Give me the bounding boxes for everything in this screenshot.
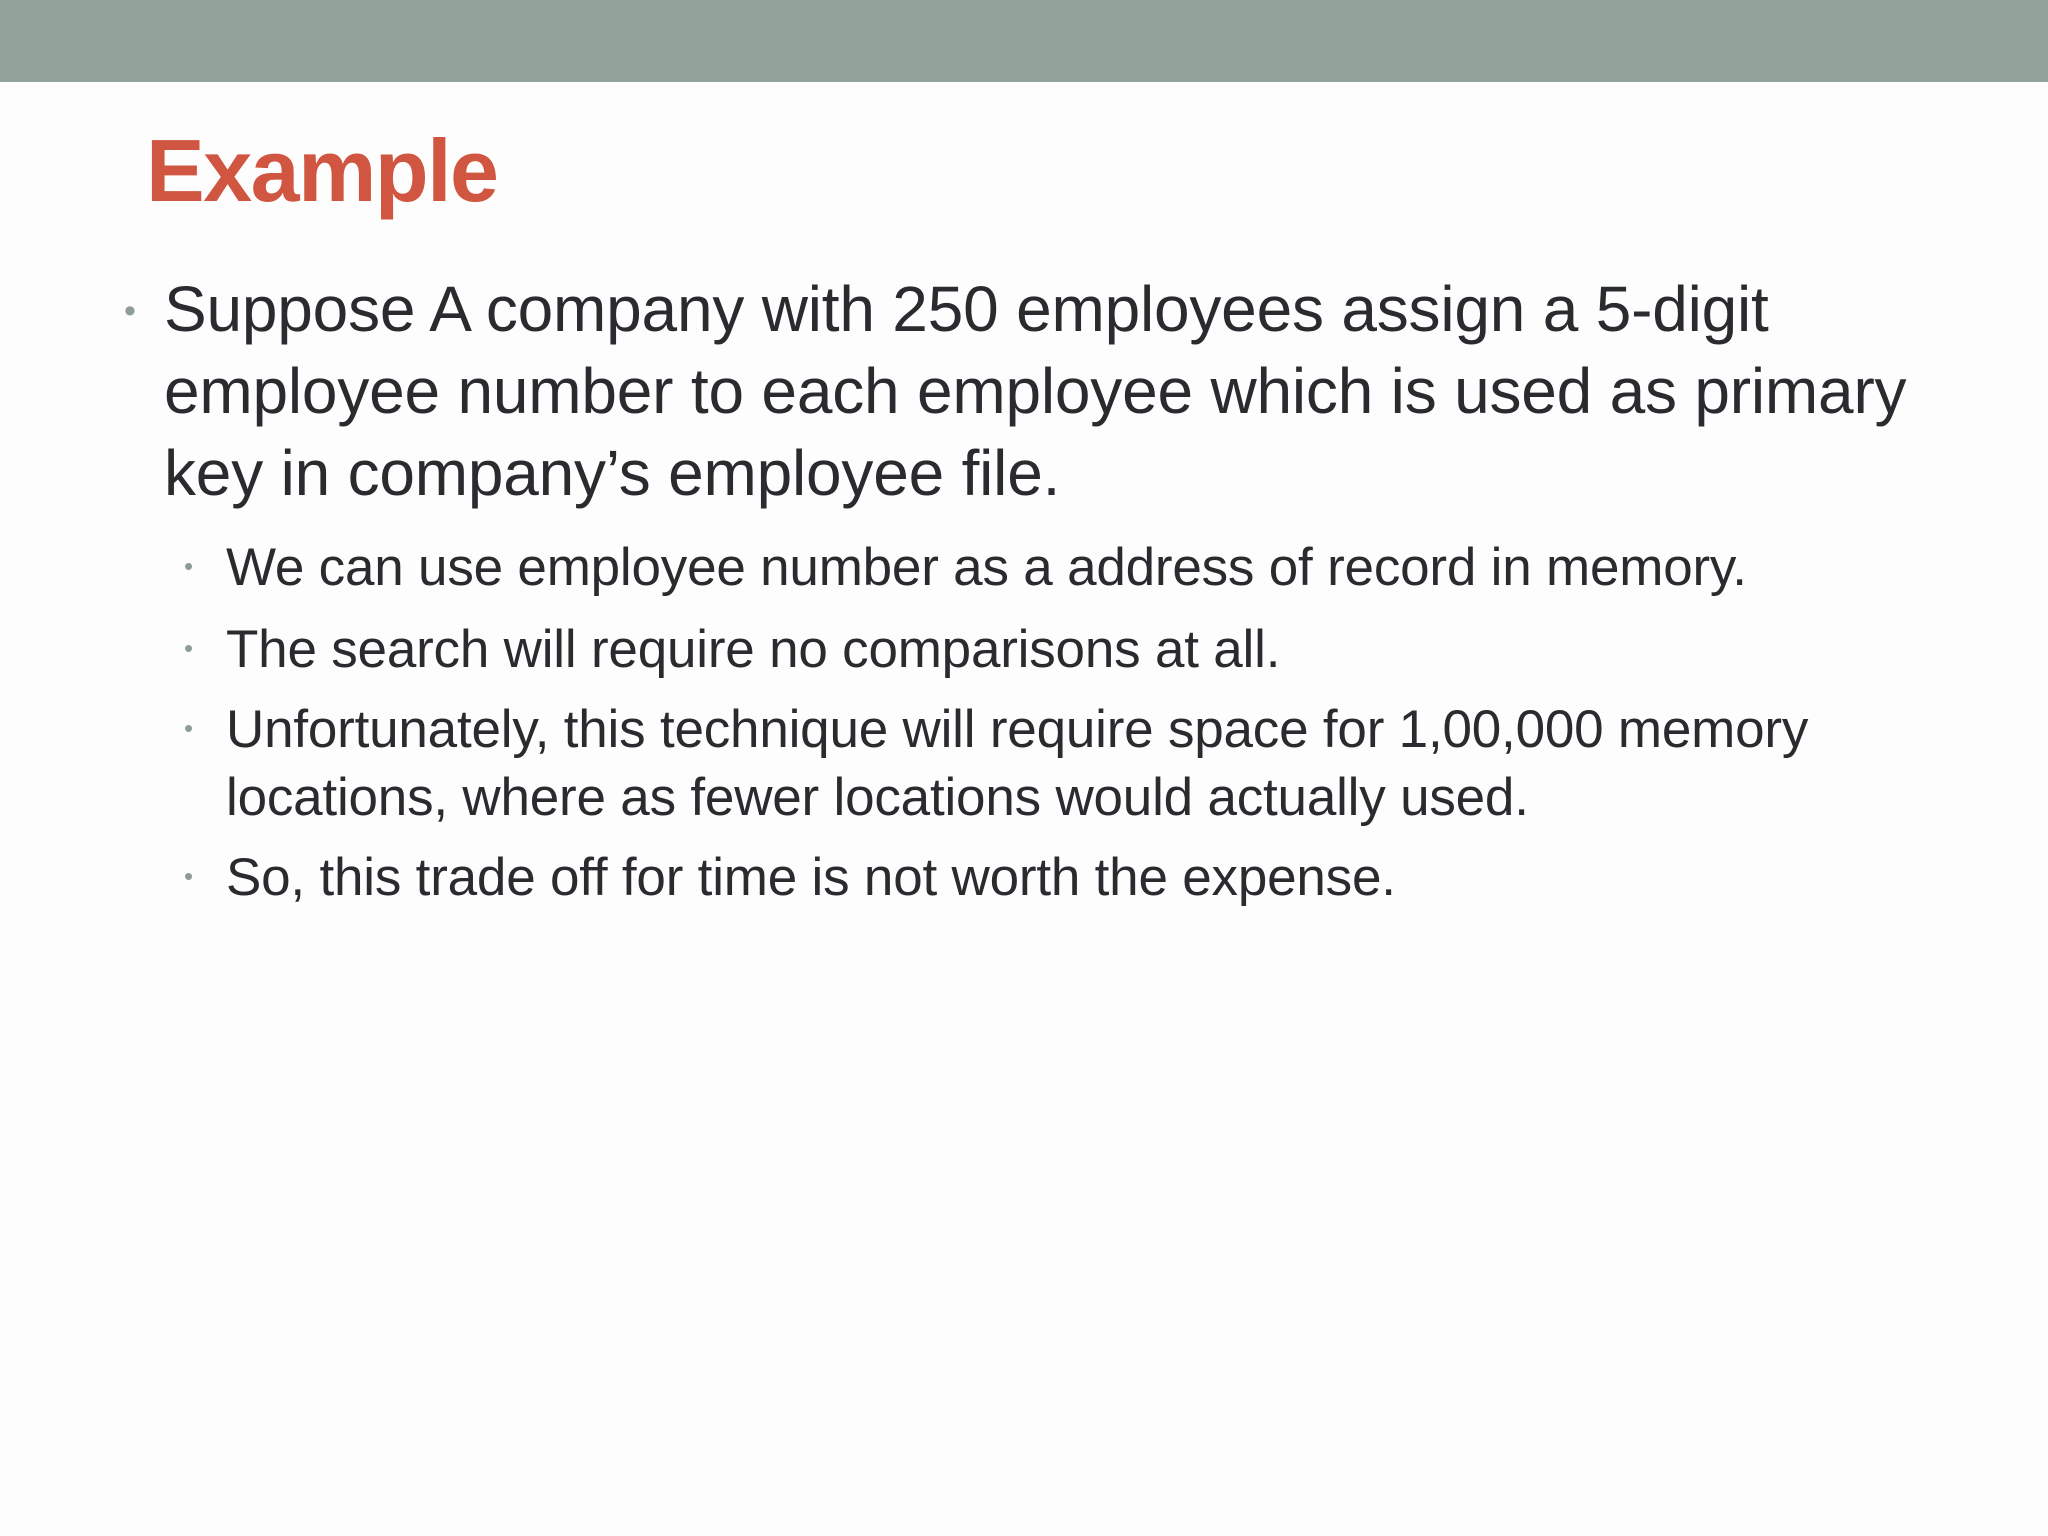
sub-bullet-text: We can use employee number as a address of record in memory. — [226, 538, 1747, 597]
bullet-icon: • — [184, 861, 194, 891]
bullet-icon: • — [184, 633, 194, 663]
bullet-icon: • — [124, 292, 136, 330]
sub-bullet-text: So, this trade off for time is not worth the expense. — [226, 848, 1396, 907]
slide-title: Example — [146, 121, 498, 220]
sub-bullet-text: The search will require no comparisons at all. — [226, 620, 1281, 679]
header-bar — [0, 0, 2048, 82]
bullet-icon: • — [184, 551, 194, 581]
bullet-icon: • — [184, 713, 194, 743]
main-bullet-text: Suppose A company with 250 employees assign a 5-digit employee number to each employee which is used as primary key in company’s employee file. — [164, 273, 1907, 509]
sub-bullet-text: Unfortunately, this technique will require space for 1,00,000 memory locations, where as fewer locations would actually used. — [226, 700, 1809, 827]
